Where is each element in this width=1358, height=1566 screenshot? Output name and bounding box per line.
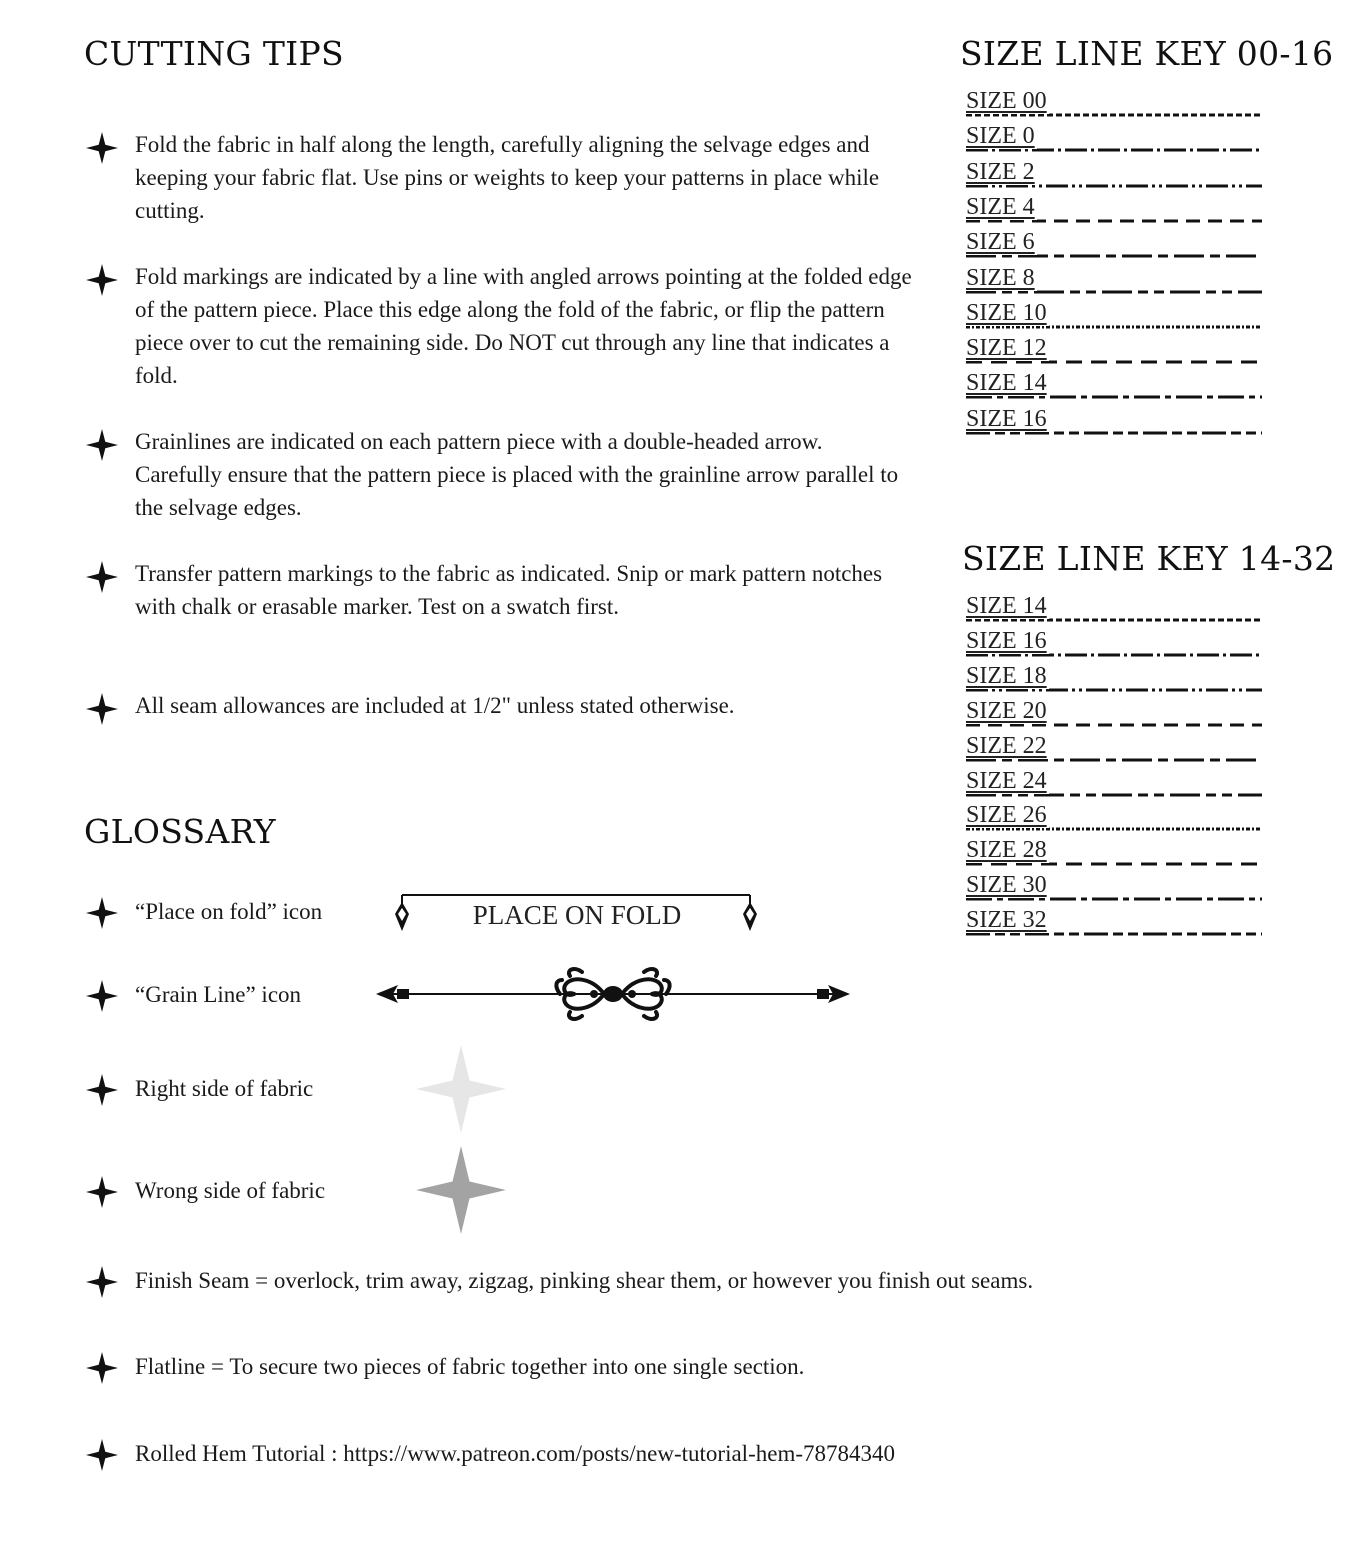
cutting-tip-text: Fold the fabric in half along the length, carefully aligning the selvage edges and keeping your fabric flat. Use pins or weights to keep your patterns in place while cutting.	[135, 132, 880, 223]
size-label: SIZE 20	[966, 697, 1047, 724]
size-line-row	[966, 229, 1266, 259]
size-label: SIZE 16	[966, 627, 1047, 654]
size-label: SIZE 2	[966, 158, 1035, 185]
size-label: SIZE 26	[966, 802, 1047, 829]
grain-line-icon	[372, 962, 854, 1026]
size-line-row	[966, 872, 1266, 902]
size-label: SIZE 28	[966, 837, 1047, 864]
star-bullet-icon	[84, 130, 120, 166]
size-key-title: SIZE LINE KEY 00-16	[960, 34, 1334, 73]
size-line-row	[966, 406, 1266, 436]
cutting-tips-title: CUTTING TIPS	[84, 34, 344, 73]
size-line-row	[966, 370, 1266, 400]
size-line-row	[966, 123, 1266, 153]
size-line-row	[966, 159, 1266, 189]
place-on-fold-icon-text: PLACE ON FOLD	[472, 900, 682, 930]
glossary-label: “Grain Line” icon	[135, 982, 302, 1007]
star-bullet-icon	[84, 262, 120, 298]
star-bullet-icon	[84, 691, 120, 727]
size-line-row	[966, 802, 1266, 832]
star-bullet-icon	[84, 1264, 120, 1300]
star-bullet-icon	[84, 427, 120, 463]
size-label: SIZE 4	[966, 193, 1035, 220]
size-line-row	[966, 593, 1266, 623]
glossary-label: Right side of fabric	[135, 1076, 314, 1101]
cutting-tip-text: All seam allowances are included at 1/2" unless stated otherwise.	[135, 693, 735, 718]
cutting-tip-text: Fold markings are indicated by a line with angled arrows pointing at the folded edge of the pattern piece. Place this edge along the fold of the fabric, or flip the pattern piece over to cut the remaining side. Do NOT cut through any line that indicates a fold.	[135, 264, 912, 388]
star-bullet-icon	[84, 978, 120, 1014]
right-side-fabric-icon	[414, 1043, 508, 1135]
cutting-tip-1	[84, 128, 914, 227]
size-label: SIZE 16	[966, 405, 1047, 432]
glossary-definition: Finish Seam = overlock, trim away, zigzag, pinking shear them, or however you finish out seams.	[135, 1268, 1034, 1293]
cutting-tip-text: Transfer pattern markings to the fabric as indicated. Snip or mark pattern notches with chalk or erasable marker. Test on a swatch first.	[135, 561, 883, 619]
size-line-row	[966, 698, 1266, 728]
cutting-tip-4	[84, 557, 914, 623]
glossary-label: Wrong side of fabric	[135, 1178, 326, 1203]
size-line-row	[966, 733, 1266, 763]
size-line-row	[966, 265, 1266, 295]
wrong-side-fabric-icon	[414, 1144, 508, 1236]
size-label: SIZE 32	[966, 907, 1047, 934]
size-label: SIZE 22	[966, 732, 1047, 759]
glossary-title: GLOSSARY	[84, 812, 276, 851]
size-line-row	[966, 837, 1266, 867]
size-label: SIZE 18	[966, 662, 1047, 689]
star-bullet-icon	[84, 895, 120, 931]
size-line-row	[966, 768, 1266, 798]
size-label: SIZE 14	[966, 593, 1047, 619]
glossary-definition: Flatline = To secure two pieces of fabric together into one single section.	[135, 1354, 805, 1379]
cutting-tip-text: Grainlines are indicated on each pattern piece with a double-headed arrow. Carefully ensure that the pattern piece is placed with the grainline arrow parallel to the selvage edges.	[135, 429, 899, 520]
size-key-title: SIZE LINE KEY 14-32	[962, 539, 1336, 578]
size-label: SIZE 10	[966, 299, 1047, 326]
size-label: SIZE 6	[966, 229, 1035, 256]
size-label: SIZE 8	[966, 264, 1035, 291]
size-label: SIZE 14	[966, 370, 1047, 397]
star-bullet-icon	[84, 559, 120, 595]
size-line-row	[966, 300, 1266, 330]
size-line-row	[966, 88, 1266, 118]
cutting-tip-5	[84, 689, 914, 722]
rolled-hem-tutorial-link[interactable]: Rolled Hem Tutorial : https://www.patreon.com/posts/new-tutorial-hem-78784340	[135, 1441, 895, 1466]
size-label: SIZE 0	[966, 123, 1035, 150]
size-line-row	[966, 907, 1266, 937]
size-label: SIZE 24	[966, 767, 1047, 794]
size-label: SIZE 00	[966, 88, 1047, 114]
size-line-row	[966, 194, 1266, 224]
star-bullet-icon	[84, 1350, 120, 1386]
star-bullet-icon	[84, 1437, 120, 1473]
size-line-row	[966, 663, 1266, 693]
place-on-fold-icon	[390, 888, 764, 938]
cutting-tip-2	[84, 260, 914, 392]
size-line-row	[966, 335, 1266, 365]
size-line-row	[966, 628, 1266, 658]
size-label: SIZE 12	[966, 335, 1047, 362]
star-bullet-icon	[84, 1072, 120, 1108]
star-bullet-icon	[84, 1174, 120, 1210]
size-label: SIZE 30	[966, 872, 1047, 899]
glossary-label: “Place on fold” icon	[135, 899, 323, 924]
cutting-tip-3	[84, 425, 914, 524]
